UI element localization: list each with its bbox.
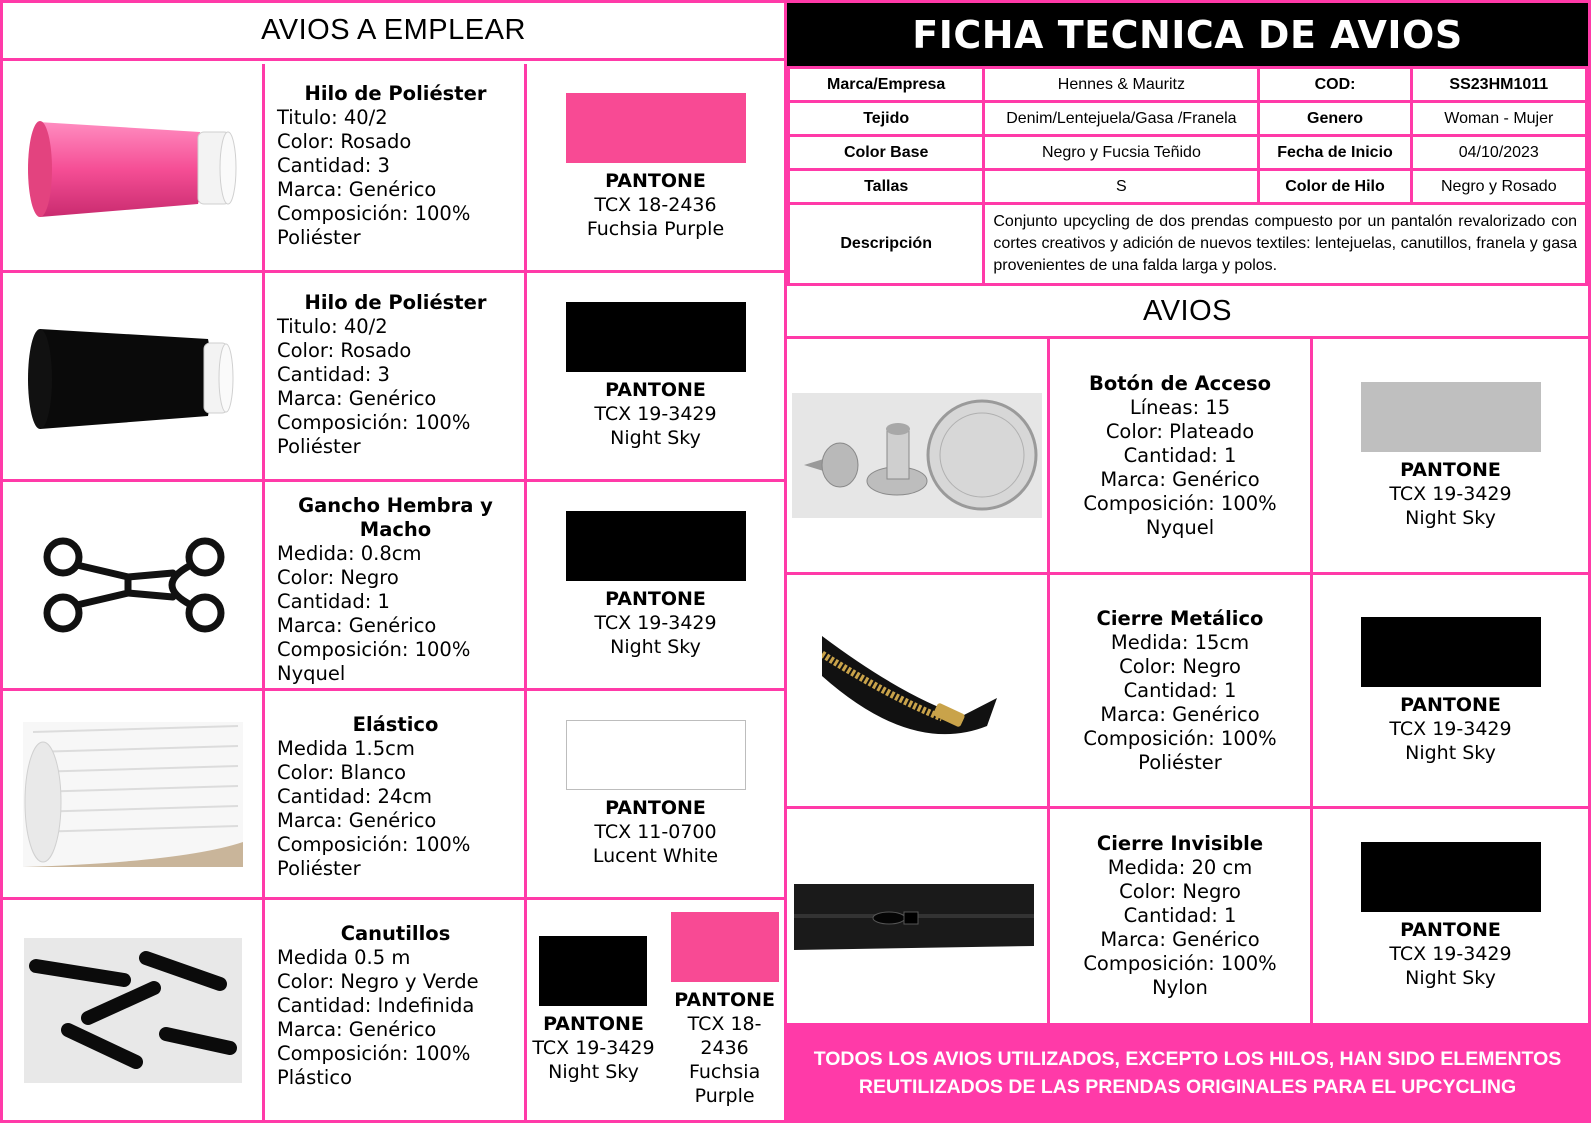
avio-details bbox=[265, 691, 527, 897]
pantone-cell bbox=[527, 64, 784, 270]
spec-value: Negro y Fucsia Teñido bbox=[984, 136, 1259, 170]
avio-line: Cantidad: 3 bbox=[277, 363, 390, 386]
avio-details bbox=[265, 64, 527, 270]
avio-line: Poliéster bbox=[277, 857, 361, 880]
color-swatch bbox=[566, 720, 746, 790]
avio-line: Líneas: 15 bbox=[1129, 395, 1231, 419]
avio-line: Marca: Genérico bbox=[277, 1018, 437, 1041]
pantone-label: PANTONE TCX 18-2436 Fuchsia Purple bbox=[586, 170, 725, 240]
avio-details bbox=[1050, 339, 1313, 572]
color-swatch bbox=[1361, 842, 1541, 912]
avio-line: Cantidad: 1 bbox=[1123, 904, 1237, 927]
avio-details bbox=[265, 900, 527, 1120]
avio-line: Medida: 0.8cm bbox=[277, 542, 422, 565]
avio-image bbox=[3, 691, 265, 897]
bugle-beads-icon bbox=[24, 938, 242, 1083]
avio-line: Titulo: 40/2 bbox=[277, 106, 388, 129]
spec-label: Color Base bbox=[789, 136, 984, 170]
spec-label: COD: bbox=[1259, 68, 1411, 102]
color-swatch bbox=[539, 936, 647, 1006]
avio-line: Composición: 100% bbox=[277, 1042, 471, 1065]
black-thread-spool-icon bbox=[18, 301, 248, 451]
avio-image bbox=[3, 64, 265, 270]
spec-value: Denim/Lentejuela/Gasa /Franela bbox=[984, 102, 1259, 136]
left-panel-title: AVIOS A EMPLEAR bbox=[3, 3, 784, 61]
avio-title: Cierre Metálico bbox=[1096, 606, 1264, 630]
pantone-cell bbox=[527, 691, 784, 897]
spec-row-marca bbox=[789, 68, 1587, 102]
avio-image bbox=[3, 482, 265, 688]
avio-line: Nylon bbox=[1152, 976, 1208, 999]
avio-line: Color: Negro y Verde bbox=[277, 970, 479, 993]
avio-title: Hilo de Poliéster bbox=[304, 82, 487, 105]
avio-title: Botón de Acceso bbox=[1088, 371, 1272, 395]
avio-line: Medida: 15cm bbox=[1110, 630, 1250, 654]
spec-value: SS23HM1011 bbox=[1411, 68, 1586, 102]
avio-row-elastico bbox=[3, 691, 784, 900]
avio-line: Composición: 100% bbox=[277, 638, 471, 661]
avio-line: Marca: Genérico bbox=[1100, 928, 1260, 951]
avio-image bbox=[3, 900, 265, 1120]
spec-description: Conjunto upcycling de dos prendas compuesto por un pantalón revalorizado con cortes creativos y adición de nuevos textiles: lentejuelas, canutillos, franela y gasa provenientes de una falda larga y polos. bbox=[984, 204, 1587, 285]
spec-row-tejido bbox=[789, 102, 1587, 136]
avio-line: Color: Negro bbox=[1119, 880, 1241, 903]
pantone-cell bbox=[1313, 809, 1588, 1023]
avio-line: Composición: 100% bbox=[1083, 952, 1277, 975]
jeans-button-icon bbox=[792, 393, 1042, 518]
avio-details bbox=[265, 273, 527, 479]
avio-line: Marca: Genérico bbox=[1100, 467, 1260, 491]
spec-row-colorbase bbox=[789, 136, 1587, 170]
pantone-cell bbox=[527, 273, 784, 479]
spec-label: Descripción bbox=[789, 204, 984, 285]
avio-line: Poliéster bbox=[277, 435, 361, 458]
avio-row-cierre-invisible bbox=[787, 809, 1588, 1023]
spec-label: Genero bbox=[1259, 102, 1411, 136]
pantone-label: PANTONE TCX 19-3429 Night Sky bbox=[1389, 458, 1512, 529]
pink-thread-spool-icon bbox=[18, 92, 248, 242]
avio-line: Nyquel bbox=[277, 662, 346, 685]
avios-section-title: AVIOS bbox=[787, 283, 1588, 339]
avio-row-boton bbox=[787, 339, 1588, 575]
pantone-label: PANTONE TCX 19-3429 Night Sky bbox=[1389, 693, 1512, 764]
ficha-tecnica-panel bbox=[787, 0, 1591, 1123]
avio-line: Composición: 100% bbox=[277, 202, 471, 225]
pantone-label: PANTONE TCX 19-3429 Night Sky bbox=[594, 588, 717, 658]
avio-line: Cantidad: 1 bbox=[277, 590, 390, 613]
spec-label: Tallas bbox=[789, 170, 984, 204]
avios-left-panel bbox=[0, 0, 787, 1123]
avio-row-cierre-metalico bbox=[787, 575, 1588, 809]
spec-value: Negro y Rosado bbox=[1411, 170, 1586, 204]
avio-line: Composición: 100% bbox=[277, 833, 471, 856]
spec-label: Color de Hilo bbox=[1259, 170, 1411, 204]
color-swatch bbox=[1361, 617, 1541, 687]
pantone-label: PANTONE TCX 19-3429 Night Sky bbox=[594, 379, 717, 449]
avio-row-hilo-rosado bbox=[3, 64, 784, 273]
avio-line: Marca: Genérico bbox=[277, 387, 437, 410]
spec-value: Hennes & Mauritz bbox=[984, 68, 1259, 102]
avio-line: Cantidad: 3 bbox=[277, 154, 390, 177]
color-swatch bbox=[566, 511, 746, 581]
pantone-black bbox=[532, 936, 654, 1084]
avio-image bbox=[787, 575, 1050, 806]
avio-row-gancho bbox=[3, 482, 784, 691]
elastic-roll-icon bbox=[23, 722, 243, 867]
avio-details bbox=[265, 482, 527, 688]
pantone-cell bbox=[1313, 339, 1588, 572]
spec-value: S bbox=[984, 170, 1259, 204]
avio-title: Canutillos bbox=[340, 922, 451, 945]
avio-title: Hilo de Poliéster bbox=[304, 291, 487, 314]
avio-line: Color: Plateado bbox=[1105, 419, 1255, 443]
avio-line: Medida 1.5cm bbox=[277, 737, 415, 760]
spec-label: Fecha de Inicio bbox=[1259, 136, 1411, 170]
avio-line: Poliéster bbox=[277, 226, 361, 249]
avio-line: Marca: Genérico bbox=[277, 178, 437, 201]
avio-line: Composición: 100% bbox=[277, 411, 471, 434]
avio-line: Cantidad: 1 bbox=[1123, 678, 1237, 702]
pantone-cell bbox=[1313, 575, 1588, 806]
avio-line: Composición: 100% bbox=[1083, 491, 1277, 515]
footer-note: TODOS LOS AVIOS UTILIZADOS, EXCEPTO LOS HILOS, HAN SIDO ELEMENTOS REUTILIZADOS DE LAS PRENDAS ORIGINALES PARA EL UPCYCLING bbox=[787, 1023, 1588, 1123]
avio-details bbox=[1050, 575, 1313, 806]
pantone-cell bbox=[527, 900, 784, 1120]
avio-title: Cierre Invisible bbox=[1096, 832, 1264, 855]
invisible-zipper-icon bbox=[794, 876, 1040, 956]
avio-line: Poliéster bbox=[1138, 750, 1222, 774]
hook-and-eye-icon bbox=[33, 525, 233, 645]
pantone-label: PANTONE TCX 18-2436 Fuchsia Purple bbox=[674, 989, 775, 1107]
avio-line: Color: Negro bbox=[277, 566, 399, 589]
pantone-cell bbox=[527, 482, 784, 688]
spec-table bbox=[787, 66, 1588, 286]
spec-value: 04/10/2023 bbox=[1411, 136, 1586, 170]
ficha-title: FICHA TECNICA DE AVIOS bbox=[787, 3, 1588, 66]
avio-line: Marca: Genérico bbox=[277, 614, 437, 637]
avio-line: Cantidad: Indefinida bbox=[277, 994, 475, 1017]
avio-line: Plástico bbox=[277, 1066, 353, 1089]
avio-image bbox=[787, 339, 1050, 572]
avio-title: Gancho Hembra y Macho bbox=[298, 494, 493, 541]
avio-line: Titulo: 40/2 bbox=[277, 315, 388, 338]
avio-line: Medida 0.5 m bbox=[277, 946, 411, 969]
avio-line: Color: Rosado bbox=[277, 339, 412, 362]
avio-image bbox=[3, 273, 265, 479]
metal-zipper-icon bbox=[822, 626, 1012, 756]
color-swatch bbox=[1361, 382, 1541, 452]
color-swatch bbox=[566, 93, 746, 163]
color-swatch bbox=[566, 302, 746, 372]
avio-row-hilo-negro bbox=[3, 273, 784, 482]
spec-label: Tejido bbox=[789, 102, 984, 136]
avio-details bbox=[1050, 809, 1313, 1023]
spec-row-descripcion bbox=[789, 204, 1587, 285]
avio-line: Color: Rosado bbox=[277, 130, 412, 153]
avio-line: Medida: 20 cm bbox=[1107, 856, 1253, 879]
avio-row-canutillos bbox=[3, 900, 784, 1120]
avio-line: Marca: Genérico bbox=[277, 809, 437, 832]
avio-image bbox=[787, 809, 1050, 1023]
color-swatch bbox=[671, 912, 779, 982]
avio-line: Color: Blanco bbox=[277, 761, 407, 784]
pantone-fuchsia bbox=[671, 912, 779, 1108]
avio-line: Cantidad: 1 bbox=[1123, 443, 1237, 467]
avio-line: Color: Negro bbox=[1119, 654, 1241, 678]
avio-line: Marca: Genérico bbox=[1100, 702, 1260, 726]
spec-row-tallas bbox=[789, 170, 1587, 204]
spec-value: Woman - Mujer bbox=[1411, 102, 1586, 136]
spec-label: Marca/Empresa bbox=[789, 68, 984, 102]
avio-line: Cantidad: 24cm bbox=[277, 785, 432, 808]
avio-title: Elástico bbox=[352, 713, 439, 736]
pantone-label: PANTONE TCX 11-0700 Lucent White bbox=[592, 797, 719, 867]
pantone-label: PANTONE TCX 19-3429 Night Sky bbox=[1389, 919, 1512, 989]
pantone-label: PANTONE TCX 19-3429 Night Sky bbox=[532, 1013, 655, 1083]
avio-line: Composición: 100% bbox=[1083, 726, 1277, 750]
avio-line: Nyquel bbox=[1145, 515, 1215, 539]
